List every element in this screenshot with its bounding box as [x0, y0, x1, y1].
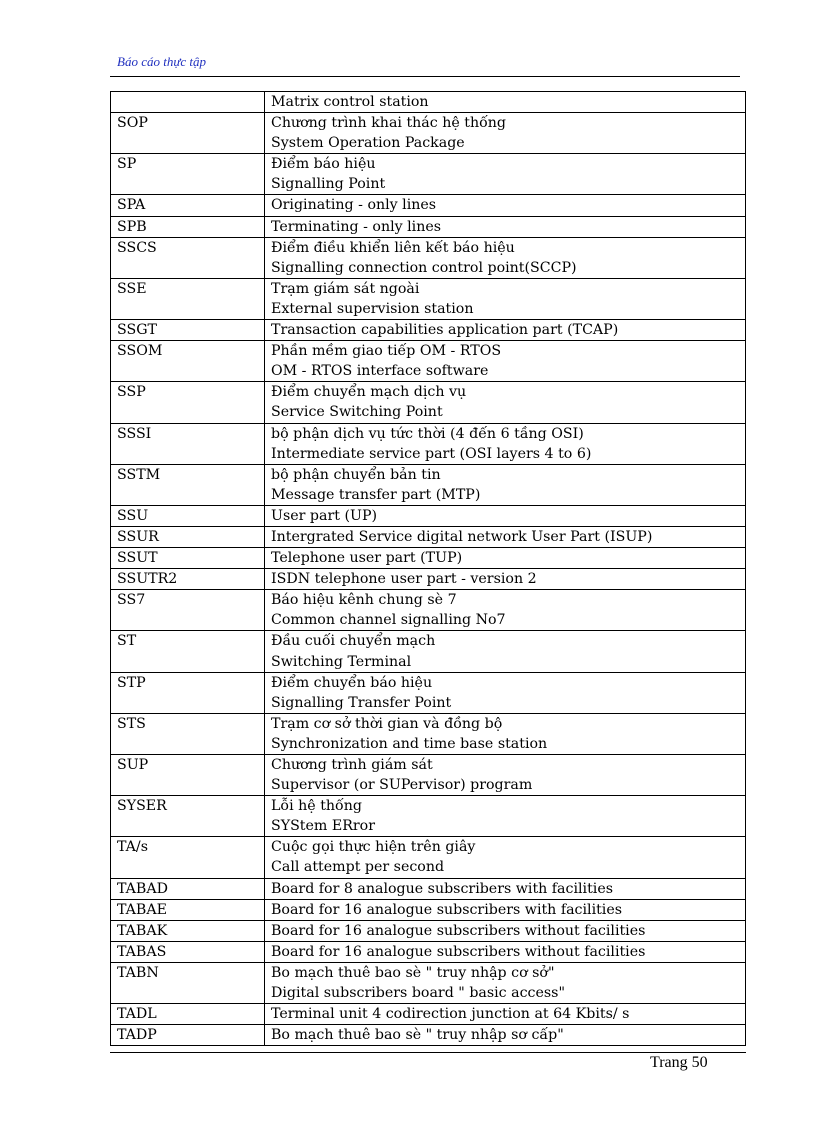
definition-cell — [265, 672, 746, 713]
definition-line: Message transfer part (MTP) — [271, 486, 481, 503]
table-row — [111, 464, 746, 505]
table-row — [111, 878, 746, 899]
abbreviation-cell: TABAD — [111, 878, 265, 899]
header-divider — [110, 76, 740, 77]
abbreviation-cell: SSP — [111, 382, 265, 423]
abbreviation-cell: SS7 — [111, 590, 265, 631]
table-row — [111, 920, 746, 941]
definition-line: Lỗi hệ thống — [271, 798, 362, 815]
definition-cell — [265, 941, 746, 962]
definition-line: Intergrated Service digital network User Part (ISUP) — [271, 528, 653, 545]
table-row — [111, 796, 746, 837]
definition-line: OM - RTOS interface software — [271, 363, 489, 380]
table-row — [111, 216, 746, 237]
definition-line: Chương trình giám sát — [271, 757, 433, 773]
abbreviation-cell: SUP — [111, 755, 265, 796]
definition-cell — [265, 216, 746, 237]
definition-line: Bo mạch thuê bao sè " truy nhập sơ cấp" — [271, 1027, 564, 1044]
definition-cell — [265, 962, 746, 1003]
abbreviation-cell: SSTM — [111, 464, 265, 505]
definition-line: Matrix control station — [271, 94, 429, 110]
table-row — [111, 713, 746, 754]
definition-line: Synchronization and time base station — [271, 735, 548, 752]
abbreviation-cell: SSCS — [111, 237, 265, 278]
definition-cell — [265, 237, 746, 278]
definition-line: Supervisor (or SUPervisor) program — [271, 777, 533, 794]
definition-line: Chương trình khai thác hệ thống — [271, 115, 506, 132]
definition-line: Transaction capabilities application part (TCAP) — [271, 322, 619, 339]
abbreviation-cell: SSOM — [111, 341, 265, 382]
definition-line: Intermediate service part (OSI layers 4 to 6) — [271, 445, 592, 462]
definition-cell — [265, 920, 746, 941]
definition-line: System Operation Package — [271, 135, 465, 152]
definition-cell — [265, 113, 746, 154]
definition-line: Signalling Point — [271, 176, 386, 193]
abbreviation-cell: TABAS — [111, 941, 265, 962]
table-row — [111, 755, 746, 796]
table-row — [111, 631, 746, 672]
abbreviation-cell: SSUTR2 — [111, 569, 265, 590]
table-row — [111, 113, 746, 154]
definition-line: User part (UP) — [271, 507, 378, 524]
definition-line: Điểm chuyển mạch dịch vụ — [271, 384, 467, 401]
definition-line: Điểm báo hiệu — [271, 156, 376, 173]
abbreviation-cell: SSUR — [111, 526, 265, 547]
definition-line: Đầu cuối chuyển mạch — [271, 633, 436, 650]
table-row — [111, 569, 746, 590]
definition-cell — [265, 278, 746, 319]
abbreviation-cell: TADP — [111, 1025, 265, 1046]
definition-line: Terminal unit 4 codirection junction at 64 Kbits/ s — [271, 1006, 630, 1023]
table-row — [111, 154, 746, 195]
definition-line: Phần mềm giao tiếp OM - RTOS — [271, 343, 502, 360]
definition-cell — [265, 878, 746, 899]
definition-line: Common channel signalling No7 — [271, 612, 506, 629]
definition-line: Signalling Transfer Point — [271, 694, 452, 711]
definition-line: Board for 16 analogue subscribers without facilities — [271, 943, 646, 960]
table-row — [111, 962, 746, 1003]
definition-line: Originating - only lines — [271, 197, 437, 214]
definition-cell — [265, 548, 746, 569]
abbreviation-cell: SSUT — [111, 548, 265, 569]
definition-cell — [265, 796, 746, 837]
definition-line: bộ phận dịch vụ tức thời (4 đến 6 tầng OSI) — [271, 425, 584, 442]
table-row — [111, 237, 746, 278]
definition-line: Điểm điều khiển liên kết báo hiệu — [271, 239, 515, 256]
abbreviation-cell: STS — [111, 713, 265, 754]
definition-cell — [265, 713, 746, 754]
table-row — [111, 837, 746, 878]
table-row — [111, 278, 746, 319]
table-row — [111, 382, 746, 423]
abbreviation-cell: SYSER — [111, 796, 265, 837]
table-row — [111, 590, 746, 631]
table-row — [111, 320, 746, 341]
definition-line: Board for 16 analogue subscribers without facilities — [271, 922, 646, 939]
table-row — [111, 195, 746, 216]
abbreviation-cell: ST — [111, 631, 265, 672]
abbreviation-cell: TABAK — [111, 920, 265, 941]
definition-cell — [265, 154, 746, 195]
definition-line: Trạm cơ sở thời gian và đồng bộ — [271, 715, 503, 732]
definition-cell — [265, 1025, 746, 1046]
table-row — [111, 526, 746, 547]
definition-cell — [265, 569, 746, 590]
definition-cell — [265, 505, 746, 526]
abbreviation-cell: TABAE — [111, 899, 265, 920]
definition-cell — [265, 526, 746, 547]
definition-cell — [265, 755, 746, 796]
table-row — [111, 672, 746, 713]
definition-cell — [265, 464, 746, 505]
table-row — [111, 92, 746, 113]
abbreviation-cell — [111, 92, 265, 113]
definition-line: Signalling connection control point(SCCP) — [271, 259, 577, 276]
definition-line: Board for 16 analogue subscribers with facilities — [271, 901, 623, 918]
definition-line: Điểm chuyển báo hiệu — [271, 674, 433, 691]
definition-cell — [265, 899, 746, 920]
abbreviation-cell: SSSI — [111, 423, 265, 464]
definition-line: Bo mạch thuê bao sè " truy nhập cơ sở" — [271, 964, 555, 981]
abbreviation-cell: SPB — [111, 216, 265, 237]
definition-cell — [265, 195, 746, 216]
definition-cell — [265, 631, 746, 672]
table-row — [111, 341, 746, 382]
definition-line: Cuộc gọi thực hiện trên giây — [271, 839, 476, 856]
table-row — [111, 899, 746, 920]
definition-line: Service Switching Point — [271, 404, 443, 421]
definition-line: SYStem ERror — [271, 818, 376, 835]
abbreviation-table — [110, 91, 746, 1046]
abbreviation-cell: TA/s — [111, 837, 265, 878]
definition-cell — [265, 382, 746, 423]
definition-line: Telephone user part (TUP) — [271, 550, 463, 567]
definition-line: ISDN telephone user part - version 2 — [271, 571, 537, 588]
table-row — [111, 1004, 746, 1025]
definition-line: Board for 8 analogue subscribers with facilities — [271, 880, 613, 897]
definition-line: bộ phận chuyển bản tin — [271, 466, 441, 483]
abbreviation-table-body — [111, 92, 746, 1046]
definition-cell — [265, 341, 746, 382]
table-row — [111, 1025, 746, 1046]
definition-line: Switching Terminal — [271, 653, 412, 670]
definition-cell — [265, 92, 746, 113]
abbreviation-cell: SPA — [111, 195, 265, 216]
abbreviation-cell: TADL — [111, 1004, 265, 1025]
table-row — [111, 505, 746, 526]
definition-cell — [265, 837, 746, 878]
table-row — [111, 941, 746, 962]
table-row — [111, 548, 746, 569]
definition-cell — [265, 423, 746, 464]
table-row — [111, 423, 746, 464]
abbreviation-cell: SP — [111, 154, 265, 195]
footer-divider — [110, 1052, 746, 1053]
definition-line: Digital subscribers board " basic access" — [271, 985, 565, 1002]
definition-line: Call attempt per second — [271, 859, 445, 876]
page-number: Trang 50 — [650, 1054, 708, 1071]
abbreviation-cell: TABN — [111, 962, 265, 1003]
abbreviation-cell: STP — [111, 672, 265, 713]
definition-cell — [265, 320, 746, 341]
abbreviation-cell: SOP — [111, 113, 265, 154]
abbreviation-cell: SSU — [111, 505, 265, 526]
definition-line: Trạm giám sát ngoài — [271, 280, 420, 297]
definition-line: Terminating - only lines — [271, 218, 442, 235]
definition-line: External supervision station — [271, 300, 474, 317]
definition-line: Báo hiệu kênh chung sè 7 — [271, 592, 457, 609]
definition-cell — [265, 1004, 746, 1025]
definition-cell — [265, 590, 746, 631]
abbreviation-cell: SSE — [111, 278, 265, 319]
report-title: Báo cáo thực tập — [117, 54, 207, 69]
abbreviation-cell: SSGT — [111, 320, 265, 341]
